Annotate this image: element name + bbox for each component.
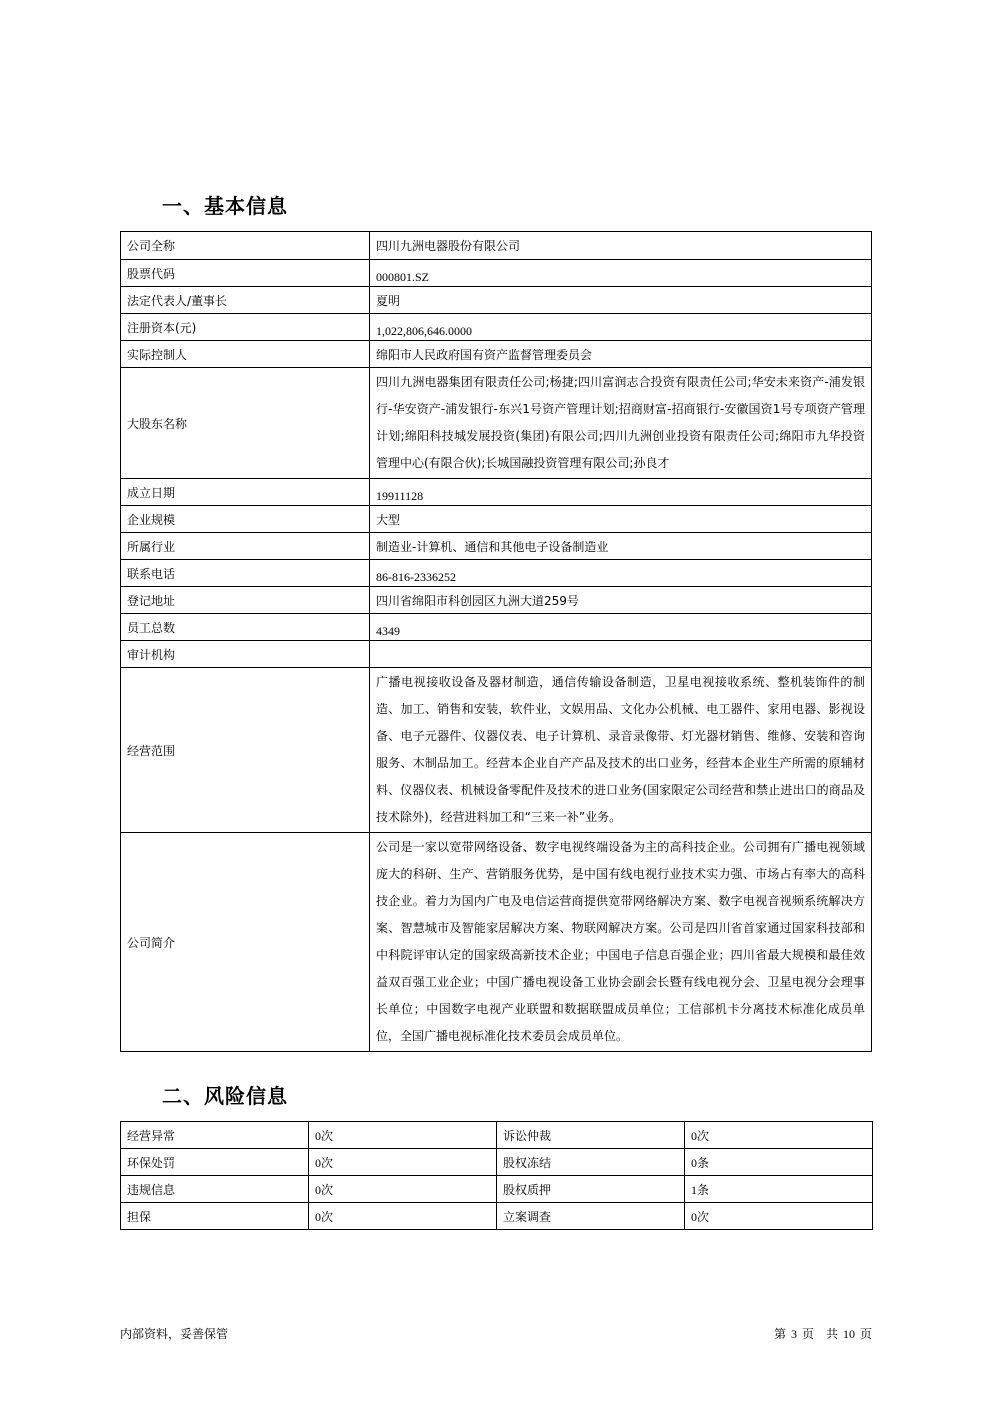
table-row	[121, 287, 872, 314]
risk-value: 0次	[309, 1149, 497, 1176]
row-label: 公司简介	[121, 833, 370, 1052]
total-pages: 10	[842, 1327, 855, 1341]
table-row	[121, 314, 872, 341]
row-value: 夏明	[370, 287, 872, 314]
row-value: 19911128	[370, 479, 872, 506]
risk-label: 担保	[121, 1203, 309, 1230]
risk-value: 0次	[309, 1203, 497, 1230]
row-value: 86-816-2336252	[370, 560, 872, 587]
risk-value: 1条	[685, 1176, 873, 1203]
basic-info-table	[120, 231, 872, 1052]
risk-value: 0次	[685, 1203, 873, 1230]
row-value: 四川九洲电器股份有限公司	[370, 232, 872, 260]
row-label: 所属行业	[121, 533, 370, 560]
row-value: 四川省绵阳市科创园区九洲大道259号	[370, 587, 872, 614]
row-label: 法定代表人/董事长	[121, 287, 370, 314]
table-row	[121, 1149, 873, 1176]
section-title-basic-info: 一、基本信息	[162, 194, 288, 218]
risk-label: 违规信息	[121, 1176, 309, 1203]
row-label: 注册资本(元)	[121, 314, 370, 341]
table-row	[121, 260, 872, 287]
row-label: 联系电话	[121, 560, 370, 587]
row-value: 四川九洲电器集团有限责任公司;杨捷;四川富润志合投资有限责任公司;华安未来资产-浦发银行-华安资产-浦发银行-东兴1号资产管理计划;招商财富-招商银行-安徽国资1号专项资产管理计划;绵阳科技城发展投资(集团)有限公司;四川九洲创业投资有限责任公司;绵阳市九华投资管理中心(有限合伙);长城国融投资管理有限公司;孙良才	[370, 368, 872, 479]
table-row	[121, 1176, 873, 1203]
page-prefix: 第	[773, 1327, 786, 1341]
risk-info-table	[120, 1121, 873, 1230]
table-row	[121, 479, 872, 506]
table-row	[121, 614, 872, 641]
row-value: 大型	[370, 506, 872, 533]
table-row	[121, 341, 872, 368]
table-row	[121, 641, 872, 668]
table-row	[121, 506, 872, 533]
row-value: 绵阳市人民政府国有资产监督管理委员会	[370, 341, 872, 368]
row-value	[370, 641, 872, 668]
row-label: 企业规模	[121, 506, 370, 533]
table-row	[121, 833, 872, 1052]
risk-value: 0次	[309, 1176, 497, 1203]
table-row	[121, 668, 872, 833]
risk-label: 诉讼仲裁	[497, 1122, 685, 1149]
table-row	[121, 587, 872, 614]
row-label: 员工总数	[121, 614, 370, 641]
risk-label: 经营异常	[121, 1122, 309, 1149]
table-row	[121, 368, 872, 479]
risk-value: 0次	[685, 1122, 873, 1149]
risk-label: 立案调查	[497, 1203, 685, 1230]
row-label: 经营范围	[121, 668, 370, 833]
row-label: 公司全称	[121, 232, 370, 260]
current-page: 3	[790, 1327, 797, 1341]
row-value: 4349	[370, 614, 872, 641]
risk-label: 环保处罚	[121, 1149, 309, 1176]
row-label: 实际控制人	[121, 341, 370, 368]
table-row	[121, 533, 872, 560]
table-row	[121, 1122, 873, 1149]
section-title-risk-info: 二、风险信息	[162, 1084, 288, 1108]
footer-confidential-note: 内部资料，妥善保管	[120, 1327, 229, 1341]
table-row	[121, 232, 872, 260]
risk-label: 股权质押	[497, 1176, 685, 1203]
table-row	[121, 1203, 873, 1230]
row-label: 登记地址	[121, 587, 370, 614]
row-value: 公司是一家以宽带网络设备、数字电视终端设备为主的高科技企业。公司拥有广播电视领域庞大的科研、生产、营销服务优势，是中国有线电视行业技术实力强、市场占有率大的高科技企业。着力为国内广电及电信运营商提供宽带网络解决方案、数字电视音视频系统解决方案、智慧城市及智能家居解决方案、物联网解决方案。公司是四川省首家通过国家科技部和中科院评审认定的国家级高新技术企业；中国电子信息百强企业；四川省最大规模和最佳效益双百强工业企业；中国广播电视设备工业协会副会长暨有线电视分会、卫星电视分会理事长单位；中国数字电视产业联盟和数据联盟成员单位；工信部机卡分离技术标准化成员单位，全国广播电视标准化技术委员会成员单位。	[370, 833, 872, 1052]
risk-value: 0条	[685, 1149, 873, 1176]
row-value: 制造业-计算机、通信和其他电子设备制造业	[370, 533, 872, 560]
row-value: 000801.SZ	[370, 260, 872, 287]
row-label: 股票代码	[121, 260, 370, 287]
table-row	[121, 560, 872, 587]
risk-label: 股权冻结	[497, 1149, 685, 1176]
row-label: 成立日期	[121, 479, 370, 506]
page-mid: 页 共	[801, 1327, 838, 1341]
risk-value: 0次	[309, 1122, 497, 1149]
page-suffix: 页	[859, 1327, 872, 1341]
row-value: 1,022,806,646.0000	[370, 314, 872, 341]
row-label: 大股东名称	[121, 368, 370, 479]
footer-page-number	[774, 1325, 872, 1342]
row-label: 审计机构	[121, 641, 370, 668]
row-value: 广播电视接收设备及器材制造，通信传输设备制造，卫星电视接收系统、整机装饰件的制造、加工、销售和安装，软件业，文娱用品、文化办公机械、电工器件、家用电器、影视设备、电子元器件、仪器仪表、电子计算机、录音录像带、灯光器材销售、维修、安装和咨询服务、木制品加工。经营本企业自产产品及技术的出口业务，经营本企业生产所需的原辅材料、仪器仪表、机械设备零配件及技术的进口业务(国家限定公司经营和禁止进出口的商品及技术除外)，经营进料加工和“三来一补”业务。	[370, 668, 872, 833]
